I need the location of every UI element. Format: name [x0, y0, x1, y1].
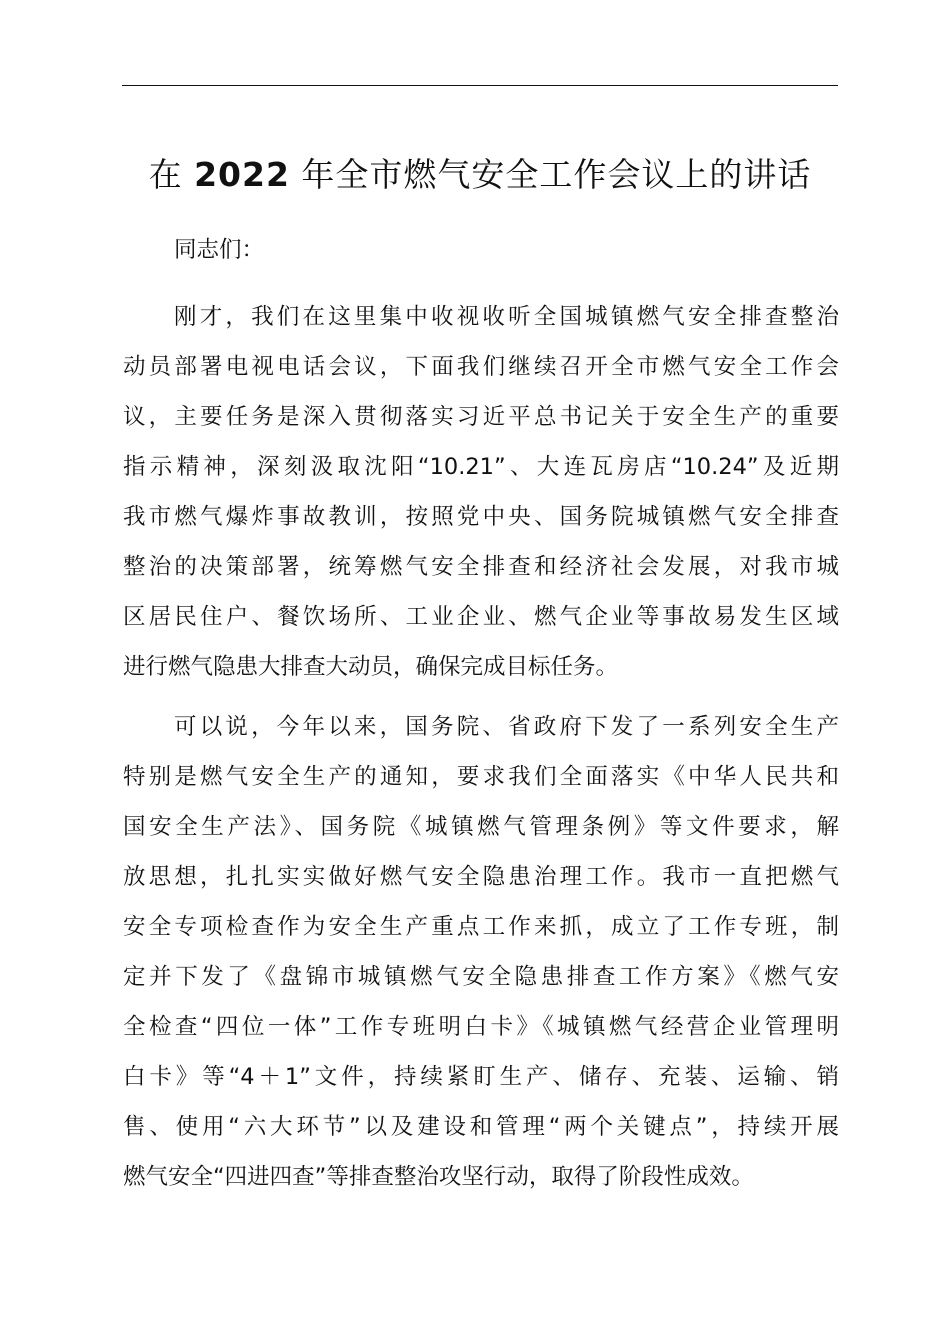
paragraph-line: 可以说，今年以来，国务院、省政府下发了一系列安全生产	[174, 714, 839, 740]
paragraph-line: 特别是燃气安全生产的通知，要求我们全面落实《中华人民共和	[123, 764, 839, 790]
paragraph-line: 全检查“四位一体”工作专班明白卡》《城镇燃气经营企业管理明	[123, 1014, 839, 1040]
paragraph-line: 国安全生产法》、国务院《城镇燃气管理条例》等文件要求，解	[123, 814, 839, 840]
paragraph-line: 定并下发了《盘锦市城镇燃气安全隐患排查工作方案》《燃气安	[123, 964, 839, 990]
paragraph-line: 区居民住户、餐饮场所、工业企业、燃气企业等事故易发生区域	[123, 604, 839, 630]
header-rule	[122, 85, 838, 86]
paragraph-line: 放思想，扎扎实实做好燃气安全隐患治理工作。我市一直把燃气	[123, 864, 839, 890]
paragraph-2	[123, 702, 839, 1202]
paragraph-line: 刚才，我们在这里集中收视收听全国城镇燃气安全排查整治	[174, 304, 839, 330]
paragraph-line: 议，主要任务是深入贯彻落实习近平总书记关于安全生产的重要	[123, 404, 839, 430]
document-title	[122, 150, 838, 200]
paragraph-1	[123, 292, 839, 692]
title-year: 2022	[194, 155, 290, 194]
paragraph-line: 进行燃气隐患大排查大动员，确保完成目标任务。	[123, 654, 619, 680]
paragraph-line: 指示精神，深刻汲取沈阳“10.21”、大连瓦房店“10.24”及近期	[123, 454, 839, 480]
paragraph-line: 我市燃气爆炸事故教训，按照党中央、国务院城镇燃气安全排查	[123, 504, 839, 530]
paragraph-line: 售、使用“六大环节”以及建设和管理“两个关键点”，持续开展	[123, 1114, 839, 1140]
title-suffix: 年全市燃气安全工作会议上的讲话	[301, 155, 812, 194]
title-prefix: 在	[148, 155, 183, 194]
paragraph-line: 动员部署电视电话会议，下面我们继续召开全市燃气安全工作会	[123, 354, 839, 380]
paragraph-line: 整治的决策部署，统筹燃气安全排查和经济社会发展，对我市城	[123, 554, 839, 580]
paragraph-line: 安全专项检查作为安全生产重点工作来抓，成立了工作专班，制	[123, 914, 839, 940]
paragraph-line: 燃气安全“四进四查”等排查整治攻坚行动，取得了阶段性成效。	[123, 1164, 754, 1190]
paragraph-line: 白卡》等“4＋1”文件，持续紧盯生产、储存、充装、运输、销	[123, 1064, 839, 1090]
salutation: 同志们：	[174, 237, 265, 263]
